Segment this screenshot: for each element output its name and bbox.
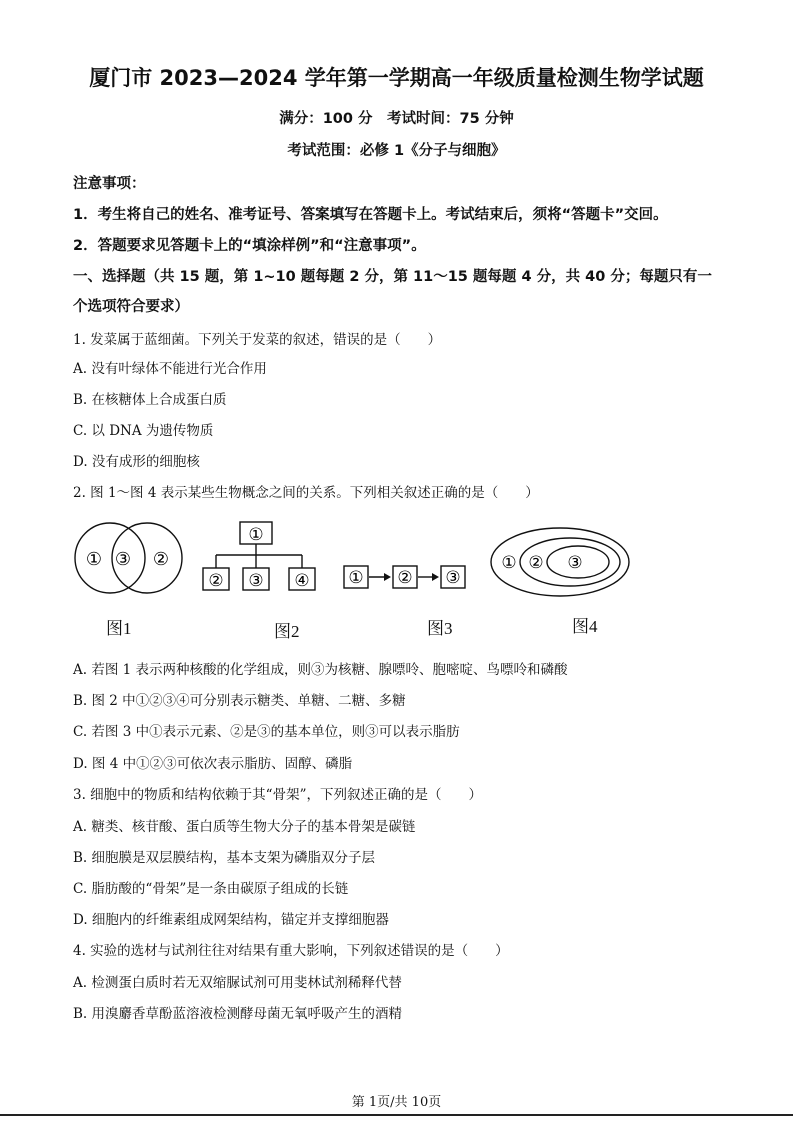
- option: D. 细胞内的纤维素组成网架结构，锚定并支撑细胞器: [73, 912, 389, 928]
- fig3-part: ②: [397, 568, 413, 588]
- fig4-part: ②: [528, 553, 544, 573]
- option: A. 检测蛋白质时若无双缩脲试剂可用斐林试剂稀释代替: [73, 975, 402, 991]
- fig4-part: ①: [501, 553, 517, 573]
- fig3-part: ①: [348, 568, 364, 588]
- option: C. 脂肪酸的“骨架”是一条由碳原子组成的长链: [73, 881, 349, 897]
- question-stem: 4. 实验的选材与试剂往往对结果有重大影响，下列叙述错误的是（ ）: [73, 943, 509, 959]
- option: C. 以 DNA 为遗传物质: [73, 423, 214, 439]
- question-stem: 2. 图 1～图 4 表示某些生物概念之间的关系。下列相关叙述正确的是（ ）: [73, 485, 539, 501]
- option: D. 图 4 中①②③可依次表示脂肪、固醇、磷脂: [73, 756, 353, 772]
- exam-scope: 考试范围：必修 1《分子与细胞》: [287, 143, 506, 159]
- fig2-part: ①: [248, 525, 264, 545]
- figure-label: 图1: [106, 619, 132, 638]
- notice-item: 2．答题要求见答题卡上的“填涂样例”和“注意事项”。: [73, 238, 426, 254]
- fig1-part: ①: [85, 549, 103, 570]
- figure-label: 图4: [572, 617, 598, 636]
- page-title: 厦门市 2023—2024 学年第一学期高一年级质量检测生物学试题: [89, 66, 704, 90]
- question-stem: 3. 细胞中的物质和结构依赖于其“骨架”，下列叙述正确的是（ ）: [73, 787, 482, 803]
- bottom-rule: [0, 1114, 793, 1116]
- figure-label: 图3: [427, 619, 453, 638]
- option: B. 在核糖体上合成蛋白质: [73, 392, 227, 408]
- option: C. 若图 3 中①表示元素、②是③的基本单位，则③可以表示脂肪: [73, 724, 460, 740]
- page-footer: 第 1页/共 10页: [351, 1095, 442, 1110]
- option: B. 用溴麝香草酚蓝溶液检测酵母菌无氧呼吸产生的酒精: [73, 1006, 403, 1022]
- fig2-part: ②: [208, 571, 224, 591]
- option: A. 若图 1 表示两种核酸的化学组成，则③为核糖、腺嘌呤、胞嘧啶、鸟嘌呤和磷酸: [73, 662, 568, 678]
- question-stem: 1. 发菜属于蓝细菌。下列关于发菜的叙述，错误的是（ ）: [73, 332, 442, 348]
- fig3-part: ③: [445, 568, 461, 588]
- score-time: 满分：100 分 考试时间：75 分钟: [279, 111, 514, 127]
- option: B. 细胞膜是双层膜结构，基本支架为磷脂双分子层: [73, 850, 376, 866]
- fig4-part: ③: [567, 553, 583, 573]
- fig2-part: ④: [294, 571, 310, 591]
- notice-item: 1．考生将自己的姓名、准考证号、答案填写在答题卡上。考试结束后，须将“答题卡”交回。: [73, 207, 668, 223]
- fig1-part: ②: [152, 549, 170, 570]
- fig2-part: ③: [248, 571, 264, 591]
- option: A. 糖类、核苷酸、蛋白质等生物大分子的基本骨架是碳链: [73, 819, 416, 835]
- figure-label: 图2: [274, 622, 300, 641]
- section-heading: 一、选择题（共 15 题，第 1~10 题每题 2 分，第 11～15 题每题 4 分，共 40 分；每题只有一: [73, 269, 712, 285]
- option: B. 图 2 中①②③④可分别表示糖类、单糖、二糖、多糖: [73, 693, 406, 709]
- notice-heading: 注意事项：: [73, 176, 146, 192]
- fig1-part: ③: [114, 549, 132, 570]
- option: D. 没有成形的细胞核: [73, 454, 200, 470]
- option: A. 没有叶绿体不能进行光合作用: [73, 361, 267, 377]
- section-heading-cont: 个选项符合要求）: [73, 299, 189, 315]
